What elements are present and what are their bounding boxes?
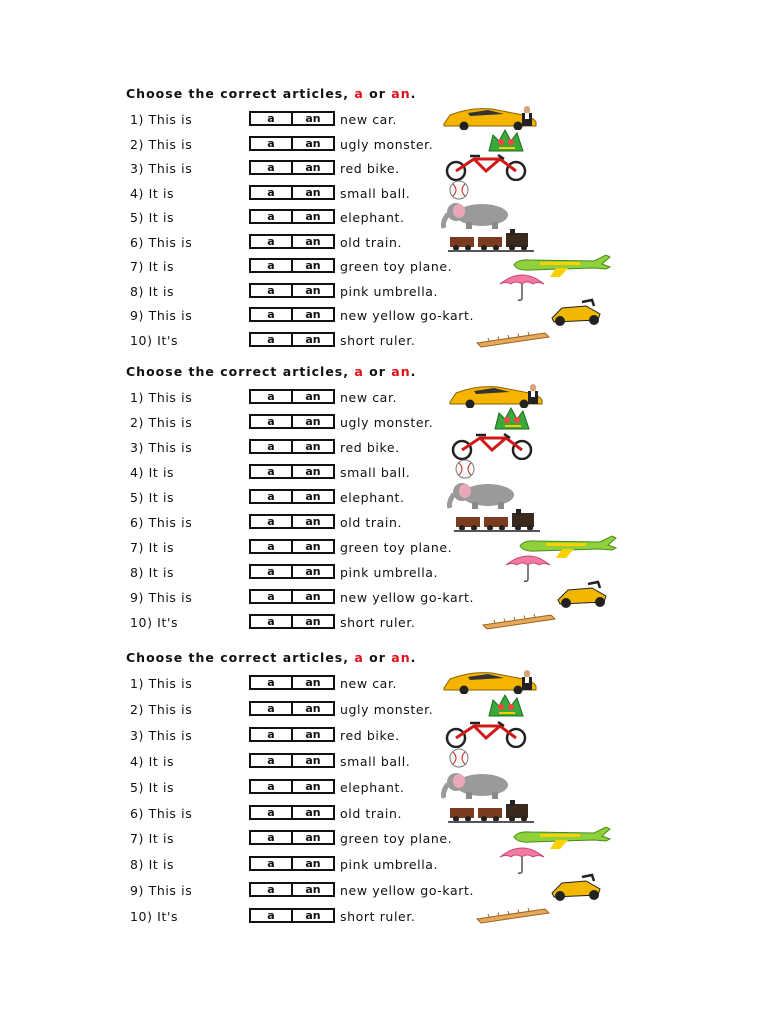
article-choice-box <box>249 830 335 845</box>
elephant-icon <box>436 770 516 800</box>
article-choice-box <box>249 779 335 794</box>
choice-an[interactable]: an <box>291 466 333 477</box>
choice-an[interactable]: an <box>291 416 333 427</box>
choice-a[interactable]: a <box>267 415 275 428</box>
article-choice-box <box>249 539 335 554</box>
choice-an[interactable]: an <box>291 755 333 766</box>
choice-an[interactable]: an <box>291 566 333 577</box>
choice-a[interactable]: a <box>267 259 275 272</box>
ruler-icon <box>475 905 551 925</box>
monster-icon <box>491 405 535 433</box>
exercise-row <box>0 829 768 851</box>
sentence-phrase: new car. <box>340 112 398 127</box>
article-choice-box <box>249 258 335 273</box>
choice-an[interactable]: an <box>291 309 333 320</box>
choice-an[interactable]: an <box>291 138 333 149</box>
choice-a[interactable]: a <box>267 490 275 503</box>
choice-a[interactable]: a <box>267 676 275 689</box>
choice-a[interactable]: a <box>267 112 275 125</box>
exercise-row <box>0 881 768 903</box>
article-choice-box <box>249 701 335 716</box>
choice-a[interactable]: a <box>267 283 275 297</box>
sentence-stem: 5) It is <box>130 779 175 795</box>
title-period: . <box>410 86 417 101</box>
choice-a[interactable]: a <box>267 753 275 767</box>
title-article-an: an <box>391 86 411 101</box>
choice-a[interactable]: a <box>267 909 275 923</box>
article-choice-box <box>249 614 335 629</box>
sentence-phrase: elephant. <box>340 210 405 225</box>
sentence-stem: 9) This is <box>130 308 193 323</box>
sentence-phrase: short ruler. <box>340 332 416 348</box>
article-choice-box <box>249 882 335 897</box>
exercise-row <box>0 110 768 132</box>
sentence-stem: 3) This is <box>130 440 193 455</box>
title-or: or <box>369 364 386 379</box>
title-period: . <box>410 650 417 665</box>
sentence-phrase: pink umbrella. <box>340 283 439 299</box>
exercise-row <box>0 184 768 206</box>
sentence-stem: 1) This is <box>130 676 193 691</box>
umbrella-icon <box>496 845 548 875</box>
choice-an[interactable]: an <box>291 910 333 921</box>
title-article-a: a <box>354 86 364 101</box>
sentence-stem: 4) It is <box>130 753 175 769</box>
title-article-an: an <box>391 650 411 665</box>
exercise-row <box>0 778 768 800</box>
article-choice-box <box>249 160 335 175</box>
exercise-row <box>0 804 768 826</box>
sentence-stem: 1) This is <box>130 390 193 405</box>
sentence-stem: 5) It is <box>130 210 175 225</box>
exercise-row <box>0 613 768 635</box>
article-choice-box <box>249 389 335 404</box>
choice-an[interactable]: an <box>291 591 333 602</box>
choice-a[interactable]: a <box>267 615 275 628</box>
choice-an[interactable]: an <box>291 884 333 895</box>
choice-a[interactable]: a <box>267 805 275 819</box>
title-article-an: an <box>391 364 411 379</box>
choice-an[interactable]: an <box>291 334 333 345</box>
choice-an[interactable]: an <box>291 187 333 198</box>
exercise-row <box>0 700 768 722</box>
article-choice-box <box>249 234 335 249</box>
sentence-phrase: short ruler. <box>340 909 416 925</box>
choice-an[interactable]: an <box>291 260 333 271</box>
choice-an[interactable]: an <box>291 441 333 452</box>
monster-icon <box>485 127 529 155</box>
sentence-stem: 8) It is <box>130 565 175 580</box>
sentence-stem: 6) This is <box>130 805 193 821</box>
choice-an[interactable]: an <box>291 285 333 296</box>
article-choice-box <box>249 111 335 126</box>
car-icon <box>440 666 544 694</box>
article-choice-box <box>249 185 335 200</box>
sentence-phrase: green toy plane. <box>340 540 453 555</box>
sentence-phrase: ugly monster. <box>340 701 434 717</box>
exercise-row <box>0 463 768 485</box>
sentence-phrase: pink umbrella. <box>340 857 439 873</box>
choice-an[interactable]: an <box>291 807 333 818</box>
car-icon <box>446 380 550 408</box>
choice-a[interactable]: a <box>267 779 275 793</box>
sentence-phrase: red bike. <box>340 440 400 455</box>
exercise-row <box>0 488 768 510</box>
sentence-phrase: new yellow go-kart. <box>340 590 475 605</box>
choice-an[interactable]: an <box>291 162 333 173</box>
sentence-stem: 7) It is <box>130 540 175 555</box>
choice-an[interactable]: an <box>291 781 333 792</box>
article-choice-box <box>249 805 335 820</box>
sentence-phrase: green toy plane. <box>340 831 453 847</box>
train-icon <box>452 507 542 533</box>
choice-a[interactable]: a <box>267 332 275 346</box>
sentence-phrase: new car. <box>340 390 398 405</box>
sentence-stem: 6) This is <box>130 515 193 530</box>
sentence-stem: 6) This is <box>130 234 193 250</box>
exercise-row <box>0 388 768 410</box>
title-or: or <box>369 86 386 101</box>
exercise-row <box>0 331 768 353</box>
choice-an[interactable]: an <box>291 832 333 843</box>
article-choice-box <box>249 753 335 768</box>
article-choice-box <box>249 514 335 529</box>
choice-an[interactable]: an <box>291 703 333 714</box>
choice-an[interactable]: an <box>291 211 333 222</box>
train-icon <box>446 798 536 824</box>
article-choice-box <box>249 136 335 151</box>
choice-an[interactable]: an <box>291 858 333 869</box>
article-choice-box <box>249 464 335 479</box>
exercise-row <box>0 907 768 929</box>
sentence-stem: 3) This is <box>130 727 193 743</box>
sentence-phrase: new yellow go-kart. <box>340 308 475 323</box>
title-article-a: a <box>354 650 364 665</box>
ruler-icon <box>481 611 557 631</box>
sentence-phrase: red bike. <box>340 161 400 176</box>
exercise-row <box>0 282 768 304</box>
exercise-row <box>0 563 768 585</box>
article-choice-box <box>249 439 335 454</box>
choice-a[interactable]: a <box>267 210 275 223</box>
sentence-phrase: small ball. <box>340 465 411 480</box>
article-choice-box <box>249 908 335 923</box>
choice-a[interactable]: a <box>267 565 275 578</box>
sentence-phrase: elephant. <box>340 779 405 795</box>
choice-a[interactable]: a <box>267 831 275 845</box>
sentence-phrase: small ball. <box>340 753 411 769</box>
article-choice-box <box>249 727 335 742</box>
choice-a[interactable]: a <box>267 857 275 871</box>
choice-a[interactable]: a <box>267 136 275 150</box>
choice-a[interactable]: a <box>267 308 275 321</box>
choice-a[interactable]: a <box>267 883 275 897</box>
exercise-row <box>0 752 768 774</box>
choice-a[interactable]: a <box>267 515 275 528</box>
choice-a[interactable]: a <box>267 465 275 478</box>
umbrella-icon <box>502 553 554 583</box>
sentence-stem: 10) It's <box>130 332 179 348</box>
article-choice-box <box>249 209 335 224</box>
elephant-icon <box>442 480 522 510</box>
go-kart-icon <box>552 580 614 610</box>
exercise-row <box>0 855 768 877</box>
exercise-row <box>0 413 768 435</box>
exercise-row <box>0 135 768 157</box>
choice-a[interactable]: a <box>267 701 275 715</box>
choice-an[interactable]: an <box>291 541 333 552</box>
sentence-stem: 2) This is <box>130 415 193 430</box>
sentence-stem: 9) This is <box>130 590 193 605</box>
article-choice-box <box>249 283 335 298</box>
sentence-phrase: green toy plane. <box>340 259 453 274</box>
choice-an[interactable]: an <box>291 113 333 124</box>
bike-icon <box>438 720 534 748</box>
article-choice-box <box>249 489 335 504</box>
sentence-phrase: old train. <box>340 234 403 250</box>
worksheet-title <box>126 650 416 665</box>
sentence-stem: 8) It is <box>130 283 175 299</box>
ball-icon <box>453 457 477 481</box>
choice-a[interactable]: a <box>267 727 275 741</box>
go-kart-icon <box>546 298 608 328</box>
title-article-a: a <box>354 364 364 379</box>
elephant-icon <box>436 200 516 230</box>
exercise-row <box>0 306 768 328</box>
train-icon <box>446 227 536 253</box>
sentence-stem: 4) It is <box>130 185 175 201</box>
article-choice-box <box>249 307 335 322</box>
choice-an[interactable]: an <box>291 516 333 527</box>
choice-a[interactable]: a <box>267 234 275 248</box>
sentence-phrase: old train. <box>340 515 403 530</box>
article-choice-box <box>249 332 335 347</box>
choice-a[interactable]: a <box>267 161 275 174</box>
exercise-row <box>0 513 768 535</box>
exercise-row <box>0 588 768 610</box>
sentence-stem: 1) This is <box>130 112 193 127</box>
exercise-row <box>0 438 768 460</box>
title-or: or <box>369 650 386 665</box>
exercise-row <box>0 726 768 748</box>
sentence-phrase: ugly monster. <box>340 136 434 152</box>
choice-a[interactable]: a <box>267 540 275 553</box>
choice-an[interactable]: an <box>291 391 333 402</box>
sentence-stem: 2) This is <box>130 136 193 152</box>
ball-icon <box>447 746 471 770</box>
exercise-row <box>0 233 768 255</box>
title-text: Choose the correct articles, <box>126 86 349 101</box>
title-period: . <box>410 364 417 379</box>
sentence-stem: 7) It is <box>130 259 175 274</box>
title-text: Choose the correct articles, <box>126 364 349 379</box>
ball-icon <box>447 178 471 202</box>
article-choice-box <box>249 414 335 429</box>
choice-a[interactable]: a <box>267 185 275 199</box>
sentence-phrase: new yellow go-kart. <box>340 883 475 899</box>
worksheet-title <box>126 364 416 379</box>
sentence-stem: 7) It is <box>130 831 175 847</box>
exercise-row <box>0 674 768 696</box>
sentence-phrase: short ruler. <box>340 615 416 630</box>
article-choice-box <box>249 564 335 579</box>
sentence-phrase: red bike. <box>340 727 400 743</box>
sentence-stem: 3) This is <box>130 161 193 176</box>
sentence-phrase: elephant. <box>340 490 405 505</box>
sentence-phrase: pink umbrella. <box>340 565 439 580</box>
choice-an[interactable]: an <box>291 677 333 688</box>
exercise-row <box>0 208 768 230</box>
choice-a[interactable]: a <box>267 390 275 403</box>
article-choice-box <box>249 856 335 871</box>
exercise-row <box>0 257 768 279</box>
sentence-stem: 10) It's <box>130 615 179 630</box>
sentence-phrase: new car. <box>340 676 398 691</box>
worksheet-title <box>126 86 416 101</box>
title-text: Choose the correct articles, <box>126 650 349 665</box>
go-kart-icon <box>546 873 608 903</box>
sentence-phrase: small ball. <box>340 185 411 201</box>
sentence-stem: 5) It is <box>130 490 175 505</box>
choice-an[interactable]: an <box>291 729 333 740</box>
sentence-stem: 2) This is <box>130 701 193 717</box>
exercise-row <box>0 538 768 560</box>
choice-a[interactable]: a <box>267 590 275 603</box>
ruler-icon <box>475 329 551 349</box>
exercise-row <box>0 159 768 181</box>
monster-icon <box>485 692 529 720</box>
sentence-phrase: old train. <box>340 805 403 821</box>
choice-a[interactable]: a <box>267 440 275 453</box>
choice-an[interactable]: an <box>291 491 333 502</box>
choice-an[interactable]: an <box>291 616 333 627</box>
sentence-phrase: ugly monster. <box>340 415 434 430</box>
choice-an[interactable]: an <box>291 236 333 247</box>
article-choice-box <box>249 589 335 604</box>
sentence-stem: 8) It is <box>130 857 175 873</box>
sentence-stem: 4) It is <box>130 465 175 480</box>
umbrella-icon <box>496 272 548 302</box>
sentence-stem: 9) This is <box>130 883 193 899</box>
sentence-stem: 10) It's <box>130 909 179 925</box>
bike-icon <box>444 432 540 460</box>
article-choice-box <box>249 675 335 690</box>
